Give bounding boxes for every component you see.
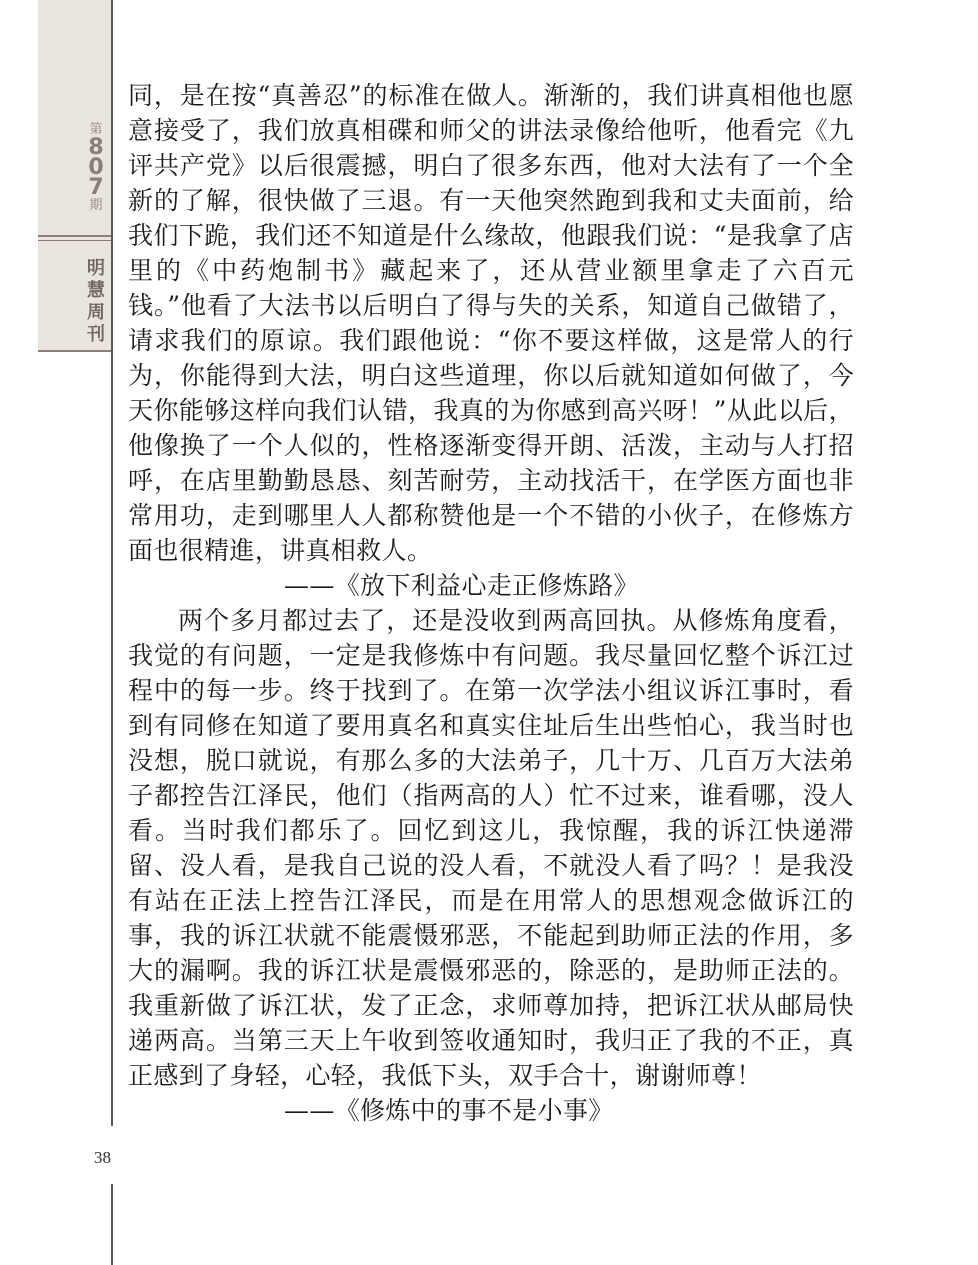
sidebar-divider — [38, 235, 112, 237]
publication-title-char: 周 — [87, 302, 105, 323]
article-paragraph: 两个多月都过去了，还是没收到两高回执。从修炼角度看，我觉的有问题，一定是我修炼中有问题。我尽量回忆整个诉江过程中的每一步。终于找到了。在第一次学法小组议诉江事时，看到有同修在知道了要用真名和真实住址后生出些怕心，我当时也没想，脱口就说，有那么多的大法弟子，几十万、几百万大法弟子都控告江泽民，他们（指两高的人）忙不过来，谁看哪，没人看。当时我们都乐了。回忆到这儿，我惊醒，我的诉江快递滞留、没人看，是我自己说的没人看，不就没人看了吗？！是我没有站在正法上控告江泽民，而是在用常人的思想观念做诉江的事，我的诉江状就不能震慑邪恶，不能起到助师正法的作用，多大的漏啊。我的诉江状是震慑邪恶的，除恶的，是助师正法的。我重新做了诉江状，发了正念，求师尊加持，把诉江状从邮局快递两高。当第三天上午收到签收通知时，我归正了我的不正，真正感到了身轻，心轻，我低下头，双手合十，谢谢师尊！ — [128, 606, 854, 1090]
article-source: ——《放下利益心走正修炼路》 — [284, 571, 639, 600]
issue-digit: 7 — [88, 175, 104, 200]
publication-title-char: 刊 — [87, 324, 105, 345]
article-body — [128, 78, 854, 1128]
issue-digit: 0 — [88, 155, 104, 180]
margin-rule — [111, 0, 113, 1265]
publication-title-char: 慧 — [87, 280, 105, 301]
page-number: 38 — [94, 1148, 111, 1167]
issue-prefix: 第 — [89, 122, 103, 137]
sidebar-bottom-rule — [38, 350, 112, 352]
issue-number — [84, 122, 108, 214]
issue-digit: 8 — [88, 135, 104, 160]
article-source: ——《修炼中的事不是小事》 — [284, 1096, 614, 1125]
sidebar-divider — [38, 240, 112, 241]
article-paragraph: 同，是在按“真善忍”的标准在做人。渐渐的，我们讲真相他也愿意接受了，我们放真相碟和师父的讲法录像给他听，他看完《九评共产党》以后很震撼，明白了很多东西，他对大法有了一个全新的了解，很快做了三退。有一天他突然跑到我和丈夫面前，给我们下跪，我们还不知道是什么缘故，他跟我们说：“是我拿了店里的《中药炮制书》藏起来了，还从营业额里拿走了六百元钱。”他看了大法书以后明白了得与失的关系，知道自己做错了，请求我们的原谅。我们跟他说：“你不要这样做，这是常人的行为，你能得到大法，明白这些道理，你以后就知道如何做了，今天你能够这样向我们认错，我真的为你感到高兴呀！”从此以后，他像换了一个人似的，性格逐渐变得开朗、活泼，主动与人打招呼，在店里勤勤恳恳、刻苦耐劳，主动找活干，在学医方面也非常用功，走到哪里人人都称赞他是一个不错的小伙子，在修炼方面也很精進，讲真相救人。 — [128, 81, 854, 565]
publication-title-char: 明 — [87, 258, 105, 279]
publication-title — [84, 258, 108, 346]
issue-suffix: 期 — [89, 198, 103, 213]
